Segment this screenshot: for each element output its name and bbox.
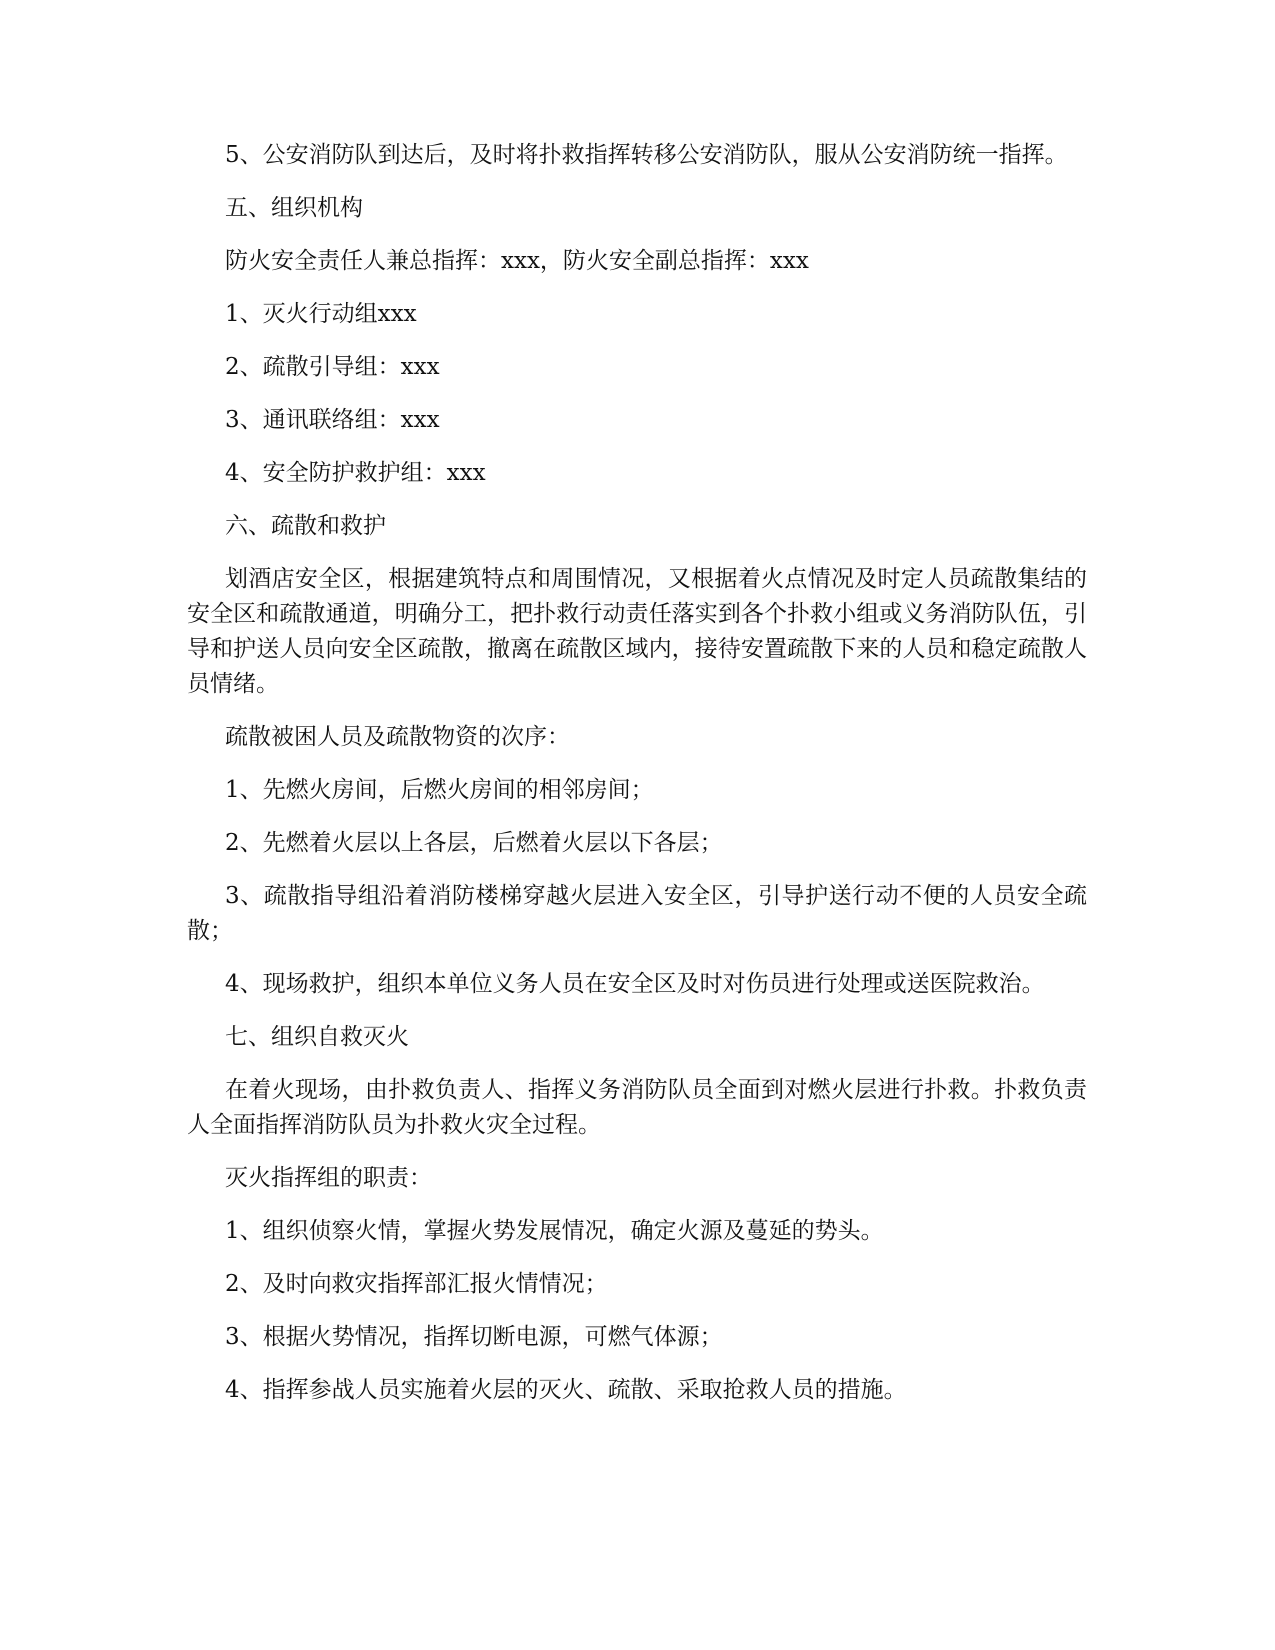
paragraph: 疏散被困人员及疏散物资的次序： <box>225 724 570 750</box>
list-item: 1、先燃火房间，后燃火房间的相邻房间； <box>225 777 654 803</box>
section-heading: 六、疏散和救护 <box>225 513 386 539</box>
list-item: 1、组织侦察火情，掌握火势发展情况，确定火源及蔓延的势头。 <box>225 1218 884 1244</box>
paragraph: 灭火指挥组的职责： <box>225 1165 432 1191</box>
list-item: 2、先燃着火层以上各层，后燃着火层以下各层； <box>225 830 723 856</box>
section-heading: 五、组织机构 <box>225 195 363 221</box>
list-item: 3、疏散指导组沿着消防楼梯穿越火层进入安全区，引导护送行动不便的人员安全疏散； <box>187 883 1087 944</box>
list-item: 1、灭火行动组xxx <box>225 301 417 327</box>
section-heading: 七、组织自救灭火 <box>225 1024 409 1050</box>
list-item: 3、通讯联络组：xxx <box>225 407 440 433</box>
list-item: 4、安全防护救护组：xxx <box>225 460 486 486</box>
paragraph: 在着火现场，由扑救负责人、指挥义务消防队员全面到对燃火层进行扑救。扑救负责人全面指挥消防队员为扑救火灾全过程。 <box>187 1077 1087 1138</box>
list-item: 3、根据火势情况，指挥切断电源，可燃气体源； <box>225 1324 723 1350</box>
paragraph: 划酒店安全区，根据建筑特点和周围情况，又根据着火点情况及时定人员疏散集结的安全区和疏散通道，明确分工，把扑救行动责任落实到各个扑救小组或义务消防队伍，引导和护送人员向安全区疏散，撤离在疏散区域内，接待安置疏散下来的人员和稳定疏散人员情绪。 <box>187 566 1087 697</box>
list-item: 2、疏散引导组：xxx <box>225 354 440 380</box>
document-page <box>187 138 1087 1426</box>
list-item: 4、指挥参战人员实施着火层的灭火、疏散、采取抢救人员的措施。 <box>225 1377 907 1403</box>
list-item: 2、及时向救灾指挥部汇报火情情况； <box>225 1271 608 1297</box>
paragraph: 防火安全责任人兼总指挥：xxx，防火安全副总指挥：xxx <box>225 248 809 274</box>
list-item: 4、现场救护，组织本单位义务人员在安全区及时对伤员进行处理或送医院救治。 <box>225 971 1045 997</box>
paragraph: 5、公安消防队到达后，及时将扑救指挥转移公安消防队，服从公安消防统一指挥。 <box>225 142 1068 168</box>
